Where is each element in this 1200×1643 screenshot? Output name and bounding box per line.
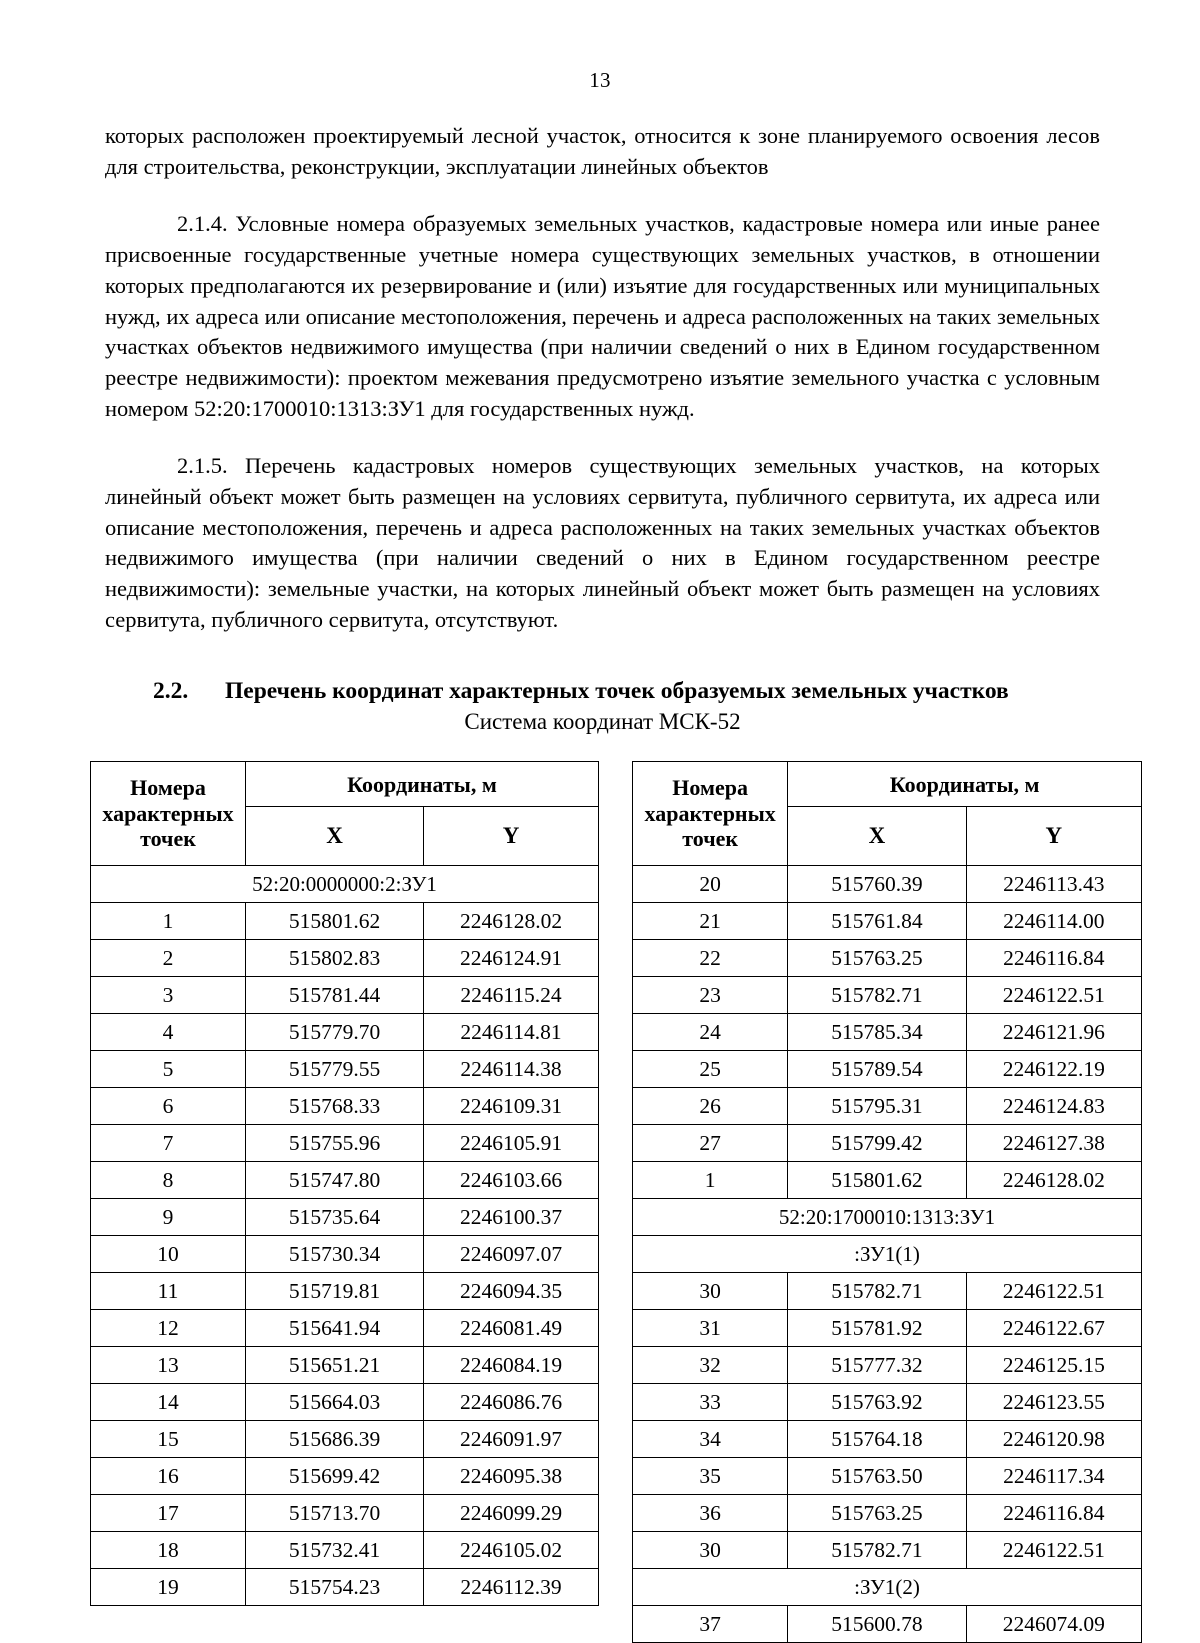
cell-point-number: 19: [91, 1569, 246, 1606]
coordinates-table-left: [90, 761, 599, 1606]
table-header-left: [91, 762, 599, 866]
cell-y: 2246128.02: [966, 1162, 1141, 1199]
header-y: Y: [424, 807, 599, 866]
cell-point-number: 5: [91, 1051, 246, 1088]
cell-y: 2246120.98: [966, 1421, 1141, 1458]
cell-y: 2246116.84: [966, 1495, 1141, 1532]
cell-y: 2246112.39: [424, 1569, 599, 1606]
cell-point-number: 26: [633, 1088, 788, 1125]
header-row-top: [633, 762, 1142, 807]
cell-y: 2246105.02: [424, 1532, 599, 1569]
cell-x: 515782.71: [788, 977, 966, 1014]
group-label: :ЗУ1(1): [633, 1236, 1142, 1273]
cell-y: 2246084.19: [424, 1347, 599, 1384]
table-group-row: [633, 1199, 1142, 1236]
table-row: [91, 1384, 599, 1421]
header-row-top: [91, 762, 599, 807]
cell-x: 515747.80: [246, 1162, 424, 1199]
cell-point-number: 33: [633, 1384, 788, 1421]
section-number: 2.2.: [153, 677, 189, 704]
cell-y: 2246116.84: [966, 940, 1141, 977]
header-y: Y: [966, 807, 1141, 866]
table-row: [91, 1532, 599, 1569]
cell-point-number: 32: [633, 1347, 788, 1384]
table-row: [91, 1236, 599, 1273]
cell-x: 515802.83: [246, 940, 424, 977]
cell-x: 515719.81: [246, 1273, 424, 1310]
cell-x: 515801.62: [246, 903, 424, 940]
table-row: [633, 1125, 1142, 1162]
document-body: [0, 121, 1200, 735]
cell-point-number: 6: [91, 1088, 246, 1125]
cell-point-number: 34: [633, 1421, 788, 1458]
cell-point-number: 2: [91, 940, 246, 977]
table-row: [91, 1162, 599, 1199]
cell-y: 2246114.38: [424, 1051, 599, 1088]
table-row: [633, 1606, 1142, 1643]
cell-point-number: 21: [633, 903, 788, 940]
table-row: [633, 1014, 1142, 1051]
cell-x: 515785.34: [788, 1014, 966, 1051]
cell-x: 515781.92: [788, 1310, 966, 1347]
cell-y: 2246122.51: [966, 1273, 1141, 1310]
page-number: 13: [589, 68, 611, 92]
table-row: [91, 1199, 599, 1236]
header-point-numbers-line1: Номера: [130, 775, 206, 801]
table-row: [91, 1125, 599, 1162]
cell-y: 2246091.97: [424, 1421, 599, 1458]
cell-point-number: 22: [633, 940, 788, 977]
cell-x: 515732.41: [246, 1532, 424, 1569]
group-label: :ЗУ1(2): [633, 1569, 1142, 1606]
cell-x: 515686.39: [246, 1421, 424, 1458]
cell-x: 515777.32: [788, 1347, 966, 1384]
cell-point-number: 1: [633, 1162, 788, 1199]
cell-y: 2246081.49: [424, 1310, 599, 1347]
cell-y: 2246121.96: [966, 1014, 1141, 1051]
cell-x: 515755.96: [246, 1125, 424, 1162]
cell-x: 515779.70: [246, 1014, 424, 1051]
cell-x: 515782.71: [788, 1532, 966, 1569]
cell-y: 2246122.51: [966, 977, 1141, 1014]
header-point-numbers-line1: Номера: [672, 775, 748, 801]
table-row: [633, 1421, 1142, 1458]
table-row: [633, 1495, 1142, 1532]
cell-y: 2246100.37: [424, 1199, 599, 1236]
cell-y: 2246109.31: [424, 1088, 599, 1125]
cell-x: 515761.84: [788, 903, 966, 940]
table-row: [633, 903, 1142, 940]
cell-y: 2246099.29: [424, 1495, 599, 1532]
header-coordinates: Координаты, м: [246, 762, 599, 807]
table-row: [91, 903, 599, 940]
cell-x: 515764.18: [788, 1421, 966, 1458]
section-subtitle: Система координат МСК-52: [464, 708, 741, 734]
cell-x: 515600.78: [788, 1606, 966, 1643]
cell-x: 515713.70: [246, 1495, 424, 1532]
table-row: [91, 940, 599, 977]
coordinate-tables: [0, 761, 1200, 1643]
cell-y: 2246117.34: [966, 1458, 1141, 1495]
coordinates-table-right: [632, 761, 1142, 1643]
cell-x: 515782.71: [788, 1273, 966, 1310]
table-row: [91, 1051, 599, 1088]
cell-point-number: 10: [91, 1236, 246, 1273]
header-point-numbers-line3: точек: [140, 826, 196, 852]
cell-point-number: 12: [91, 1310, 246, 1347]
cell-x: 515730.34: [246, 1236, 424, 1273]
table-row: [633, 1273, 1142, 1310]
cell-point-number: 14: [91, 1384, 246, 1421]
table-row: [633, 940, 1142, 977]
cell-point-number: 11: [91, 1273, 246, 1310]
cell-x: 515763.50: [788, 1458, 966, 1495]
cell-x: 515795.31: [788, 1088, 966, 1125]
cell-point-number: 36: [633, 1495, 788, 1532]
table-row: [91, 1088, 599, 1125]
cell-y: 2246095.38: [424, 1458, 599, 1495]
cell-x: 515801.62: [788, 1162, 966, 1199]
cell-y: 2246122.51: [966, 1532, 1141, 1569]
cell-y: 2246124.91: [424, 940, 599, 977]
cell-x: 515641.94: [246, 1310, 424, 1347]
table-row: [91, 1569, 599, 1606]
table-row: [91, 1347, 599, 1384]
table-row: [91, 1458, 599, 1495]
cell-y: 2246105.91: [424, 1125, 599, 1162]
group-label: 52:20:0000000:2:ЗУ1: [91, 866, 599, 903]
table-header-right: [633, 762, 1142, 866]
cell-point-number: 9: [91, 1199, 246, 1236]
cell-point-number: 30: [633, 1273, 788, 1310]
header-point-numbers: [91, 762, 246, 866]
cell-x: 515763.25: [788, 1495, 966, 1532]
table-body-left: [91, 866, 599, 1606]
table-body-right: [633, 866, 1142, 1643]
cell-x: 515789.54: [788, 1051, 966, 1088]
cell-point-number: 30: [633, 1532, 788, 1569]
cell-point-number: 23: [633, 977, 788, 1014]
cell-point-number: 20: [633, 866, 788, 903]
cell-y: 2246086.76: [424, 1384, 599, 1421]
cell-x: 515754.23: [246, 1569, 424, 1606]
header-point-numbers-line2: характерных: [102, 800, 234, 826]
cell-point-number: 16: [91, 1458, 246, 1495]
cell-point-number: 18: [91, 1532, 246, 1569]
header-coordinates: Координаты, м: [788, 762, 1142, 807]
table-row: [91, 1421, 599, 1458]
cell-x: 515760.39: [788, 866, 966, 903]
table-row: [633, 1458, 1142, 1495]
cell-y: 2246074.09: [966, 1606, 1141, 1643]
table-group-row: [633, 1236, 1142, 1273]
table-row: [91, 1014, 599, 1051]
cell-point-number: 31: [633, 1310, 788, 1347]
cell-x: 515763.25: [788, 940, 966, 977]
cell-y: 2246128.02: [424, 903, 599, 940]
cell-x: 515651.21: [246, 1347, 424, 1384]
header-x: X: [246, 807, 424, 866]
cell-point-number: 7: [91, 1125, 246, 1162]
cell-y: 2246114.00: [966, 903, 1141, 940]
cell-y: 2246115.24: [424, 977, 599, 1014]
paragraph-2-1-4: 2.1.4. Условные номера образуемых земельных участков, кадастровые номера или иные ранее присвоенные государственные учетные номера существующих земельных участков, в отношении которых предполагаются их резервирование и (или) изъятие для государственных или муниципальных нужд, их адреса или описание местоположения, перечень и адреса расположенных на таких земельных участках объектов недвижимого имущества (при наличии сведений о них в Едином государственном реестре недвижимости): проектом межевания предусмотрено изъятие земельного участка с условным номером 52:20:1700010:1313:ЗУ1 для государственных нужд.: [105, 211, 1100, 421]
table-row: [91, 1273, 599, 1310]
table-row: [633, 1347, 1142, 1384]
table-row: [91, 977, 599, 1014]
cell-x: 515768.33: [246, 1088, 424, 1125]
table-row: [633, 1162, 1142, 1199]
paragraph-2-1-5: 2.1.5. Перечень кадастровых номеров существующих земельных участков, на которых линейный объект может быть размещен на условиях сервитута, публичного сервитута, их адреса или описание местоположения, перечень и адреса расположенных на таких земельных участках объектов недвижимого имущества (при наличии сведений о них в Едином государственном реестре недвижимости): земельные участки, на которых линейный объект может быть размещен на условиях сервитута, публичного сервитута, отсутствуют.: [105, 453, 1100, 632]
cell-point-number: 24: [633, 1014, 788, 1051]
cell-y: 2246097.07: [424, 1236, 599, 1273]
cell-point-number: 15: [91, 1421, 246, 1458]
cell-point-number: 35: [633, 1458, 788, 1495]
table-row: [633, 1310, 1142, 1347]
table-row: [91, 1310, 599, 1347]
cell-y: 2246123.55: [966, 1384, 1141, 1421]
cell-y: 2246114.81: [424, 1014, 599, 1051]
cell-x: 515735.64: [246, 1199, 424, 1236]
section-title: Перечень координат характерных точек образуемых земельных участков: [225, 677, 1009, 704]
cell-point-number: 37: [633, 1606, 788, 1643]
paragraph-intro: которых расположен проектируемый лесной участок, относится к зоне планируемого освоения лесов для строительства, реконструкции, эксплуатации линейных объектов: [105, 123, 1100, 179]
cell-x: 515779.55: [246, 1051, 424, 1088]
cell-y: 2246122.19: [966, 1051, 1141, 1088]
table-group-row: [91, 866, 599, 903]
cell-point-number: 17: [91, 1495, 246, 1532]
cell-x: 515799.42: [788, 1125, 966, 1162]
header-point-numbers: [633, 762, 788, 866]
table-row: [633, 1532, 1142, 1569]
header-point-numbers-line3: точек: [682, 826, 739, 852]
cell-point-number: 27: [633, 1125, 788, 1162]
cell-point-number: 1: [91, 903, 246, 940]
cell-y: 2246124.83: [966, 1088, 1141, 1125]
header-x: X: [788, 807, 966, 866]
cell-point-number: 4: [91, 1014, 246, 1051]
cell-x: 515763.92: [788, 1384, 966, 1421]
table-row: [633, 1088, 1142, 1125]
cell-point-number: 25: [633, 1051, 788, 1088]
section-heading-2-2: [105, 676, 1100, 706]
table-row: [633, 977, 1142, 1014]
table-group-row: [633, 1569, 1142, 1606]
cell-point-number: 8: [91, 1162, 246, 1199]
cell-x: 515664.03: [246, 1384, 424, 1421]
table-row: [633, 866, 1142, 903]
cell-y: 2246122.67: [966, 1310, 1141, 1347]
cell-y: 2246103.66: [424, 1162, 599, 1199]
cell-x: 515781.44: [246, 977, 424, 1014]
table-row: [633, 1051, 1142, 1088]
group-label: 52:20:1700010:1313:ЗУ1: [633, 1199, 1142, 1236]
cell-x: 515699.42: [246, 1458, 424, 1495]
cell-point-number: 3: [91, 977, 246, 1014]
table-row: [91, 1495, 599, 1532]
cell-y: 2246125.15: [966, 1347, 1141, 1384]
cell-y: 2246094.35: [424, 1273, 599, 1310]
cell-y: 2246127.38: [966, 1125, 1141, 1162]
header-point-numbers-line2: характерных: [644, 800, 776, 826]
cell-point-number: 13: [91, 1347, 246, 1384]
cell-y: 2246113.43: [966, 866, 1141, 903]
table-row: [633, 1384, 1142, 1421]
